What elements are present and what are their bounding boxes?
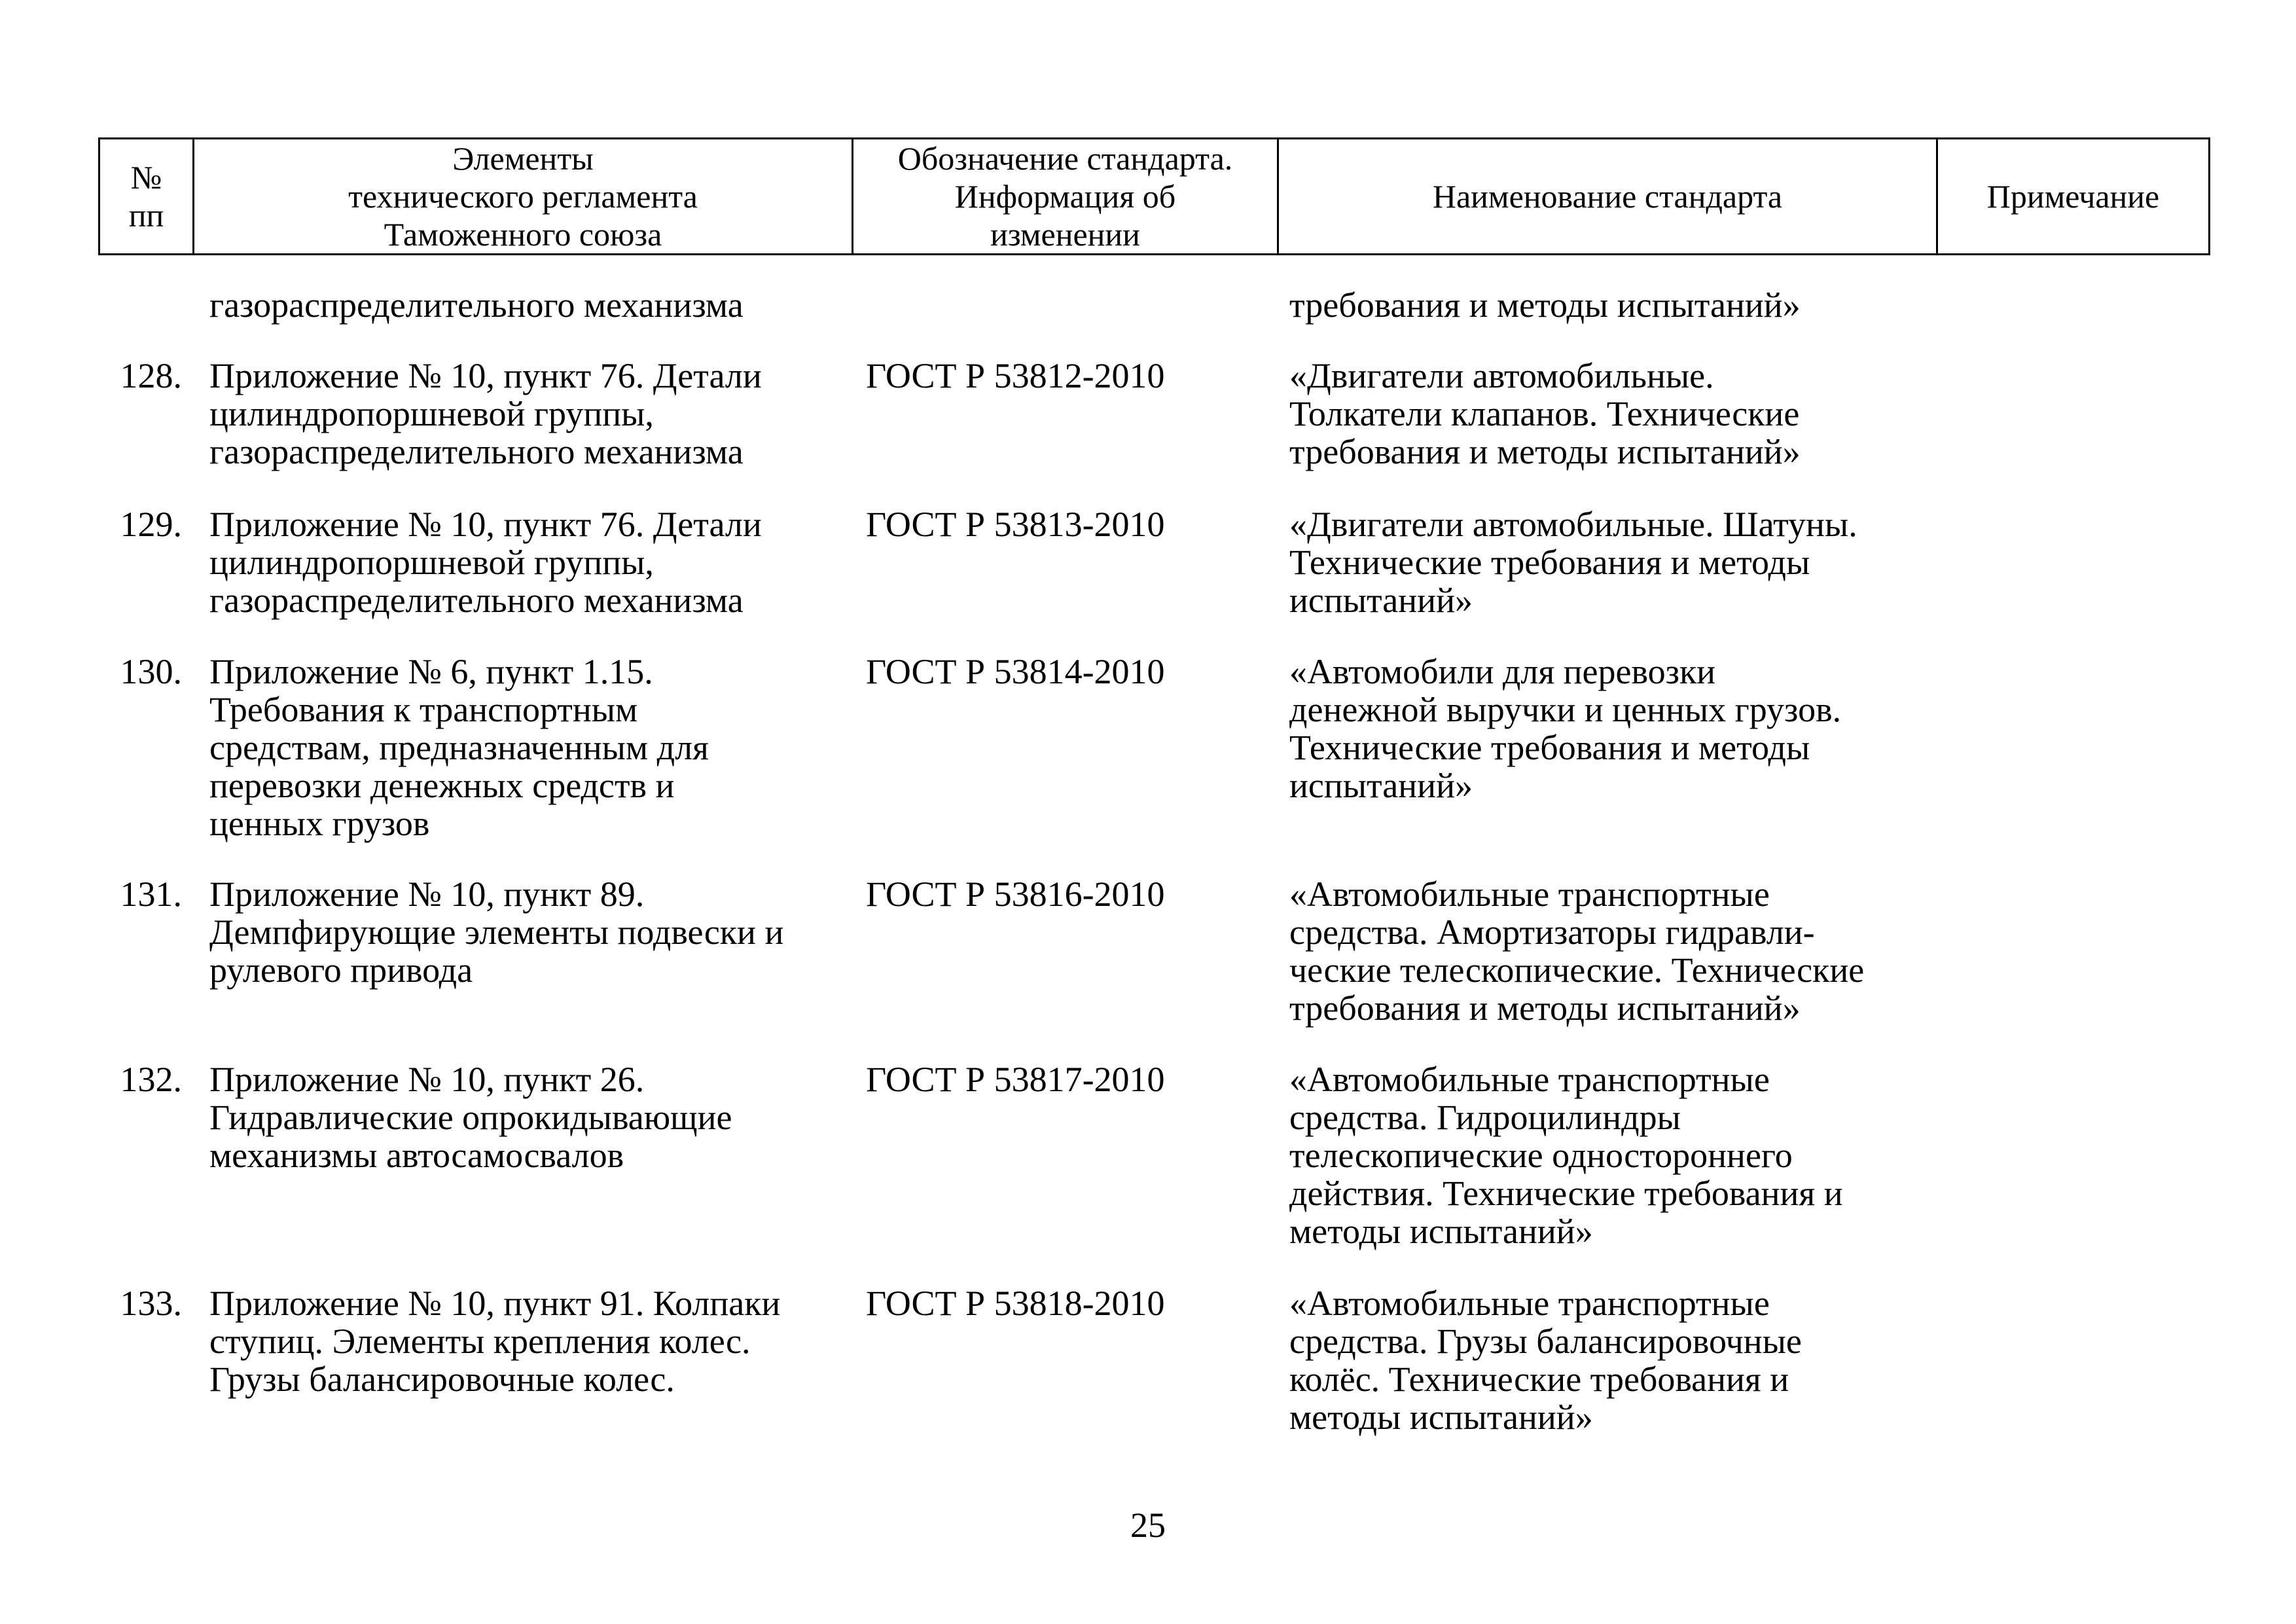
row-element: Приложение № 10, пункт 89. Демпфирующие элементы подвески и рулевого привода (209, 875, 784, 990)
row-number: 128. (120, 356, 182, 395)
header-designation: Обозначение стандарта. Информация об изменении (853, 139, 1278, 255)
row-standard-name: «Двигатели автомобильные. Толкатели клапанов. Технические требования и методы испытаний» (1289, 356, 1801, 471)
header-note: Примечание (1937, 139, 2210, 255)
row-standard: ГОСТ Р 53816-2010 (866, 875, 1165, 914)
row-standard: ГОСТ Р 53814-2010 (866, 652, 1165, 691)
table-header (98, 137, 2210, 255)
header-name: Наименование стандарта (1278, 139, 1937, 255)
row-element: Приложение № 10, пункт 76. Детали цилиндропоршневой группы, газораспределительного механизма (209, 505, 762, 620)
row-element: Приложение № 10, пункт 91. Колпаки ступиц. Элементы крепления колес. Грузы балансировочные колес. (209, 1284, 781, 1399)
row-number: 131. (120, 875, 182, 914)
row-element: Приложение № 10, пункт 26. Гидравлические опрокидывающие механизмы автосамосвалов (209, 1060, 732, 1175)
row-element: Приложение № 6, пункт 1.15. Требования к транспортным средствам, предназначенным для перевозки денежных средств и ценных грузов (209, 652, 709, 843)
row-element: газораспределительного механизма (209, 285, 744, 325)
row-number: 129. (120, 505, 182, 544)
row-number: 133. (120, 1284, 182, 1323)
row-standard: ГОСТ Р 53817-2010 (866, 1060, 1165, 1099)
row-number: 130. (120, 652, 182, 691)
row-standard-name: «Двигатели автомобильные. Шатуны. Технические требования и методы испытаний» (1289, 505, 1857, 620)
page-number: 25 (1130, 1506, 1166, 1545)
row-standard-name: требования и методы испытаний» (1289, 285, 1801, 325)
row-standard-name: «Автомобильные транспортные средства. Амортизаторы гидравли- ческие телескопические. Технические требования и методы испытаний» (1289, 875, 1865, 1028)
row-standard-name: «Автомобильные транспортные средства. Гидроцилиндры телескопические одностороннего действия. Технические требования и методы испытаний» (1289, 1060, 1843, 1251)
row-standard-name: «Автомобильные транспортные средства. Грузы балансировочные колёс. Технические требования и методы испытаний» (1289, 1284, 1802, 1437)
row-standard: ГОСТ Р 53818-2010 (866, 1284, 1165, 1323)
row-standard-name: «Автомобили для перевозки денежной выручки и ценных грузов. Технические требования и методы испытаний» (1289, 652, 1842, 805)
row-standard: ГОСТ Р 53813-2010 (866, 505, 1165, 544)
header-elements: Элементы технического регламента Таможенного союза (194, 139, 853, 255)
header-num: № пп (99, 139, 194, 255)
row-standard: ГОСТ Р 53812-2010 (866, 356, 1165, 395)
row-element: Приложение № 10, пункт 76. Детали цилиндропоршневой группы, газораспределительного механизма (209, 356, 762, 471)
row-number: 132. (120, 1060, 182, 1099)
